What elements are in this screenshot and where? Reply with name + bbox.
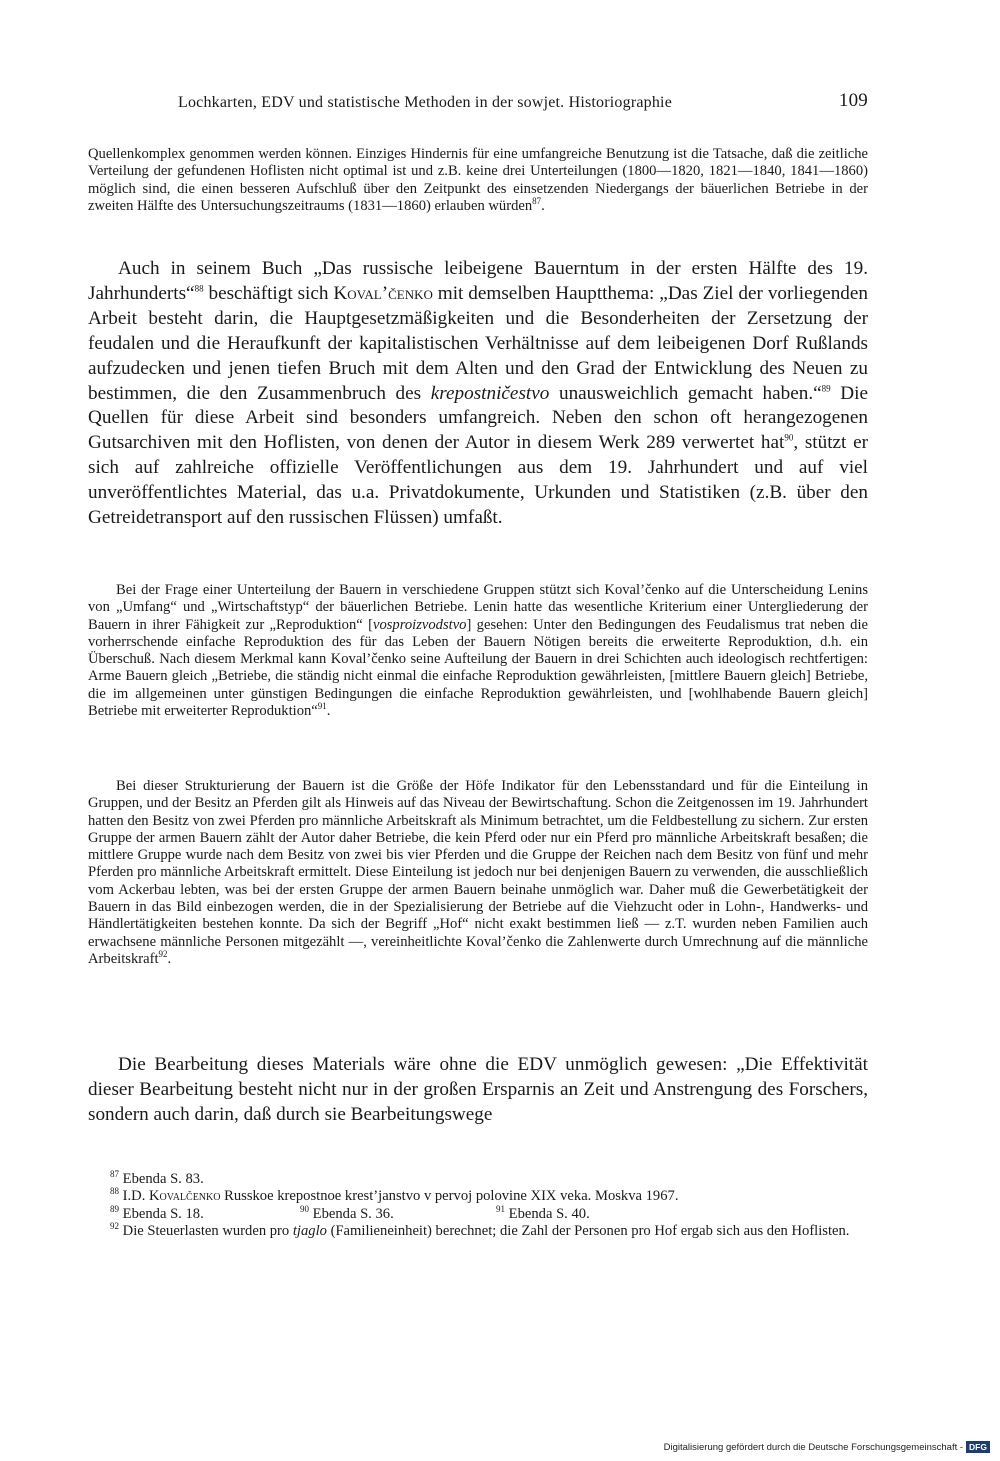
small-paragraph-2 (88, 778, 868, 968)
footnote-90 (300, 1203, 496, 1223)
footnote-89 (110, 1203, 300, 1223)
footnote-87 (88, 1171, 868, 1188)
main-paragraph (88, 257, 868, 531)
footnote-number: 90 (300, 1203, 309, 1214)
small1-text-1: Bei der Frage einer Unterteilung der Bauern in verschiedene Gruppen stützt sich Koval’čenko auf die Unterscheidung Lenins von „Umfang“ und „Wirtschaftstyp“ der bäuerlichen Betriebe. Lenin hatte das wesentliche Kriterium einer Untergliederung der Bauern in ihrer Fähigkeit zur „Reproduktion“ [ (88, 582, 868, 633)
footnote-number: 87 (110, 1169, 119, 1180)
main-text-5: Die Quellen für diese Arbeit sind besonders umfangreich. Neben den schon oft herangezogenen Gutsarchiven mit den Hoflisten, von denen der Autor in diesem Werk 289 verwertet hat (88, 382, 868, 454)
intro-paragraph (88, 146, 868, 215)
footnote-number: 91 (496, 1203, 505, 1214)
small2-end: . (167, 950, 172, 967)
footnote-author: I.D. Kovalčenko (122, 1188, 221, 1205)
digitization-credit (664, 1440, 990, 1454)
footnote-ref-91[interactable]: 91 (317, 701, 327, 712)
term-tjaglo: tjaglo (292, 1223, 327, 1240)
last-text: Die Bearbeitung dieses Materials wäre ohne die EDV unmöglich gewesen: „Die Effektivität dieser Bearbeitung besteht nicht nur in der großen Ersparnis an Zeit und Anstrengung des Forschers, sondern auch darin, daß durch sie Bearbeitungswege (88, 1054, 868, 1125)
term-krepostnicestvo: krepostničestvo (430, 382, 550, 404)
main-text-2: beschäftigt sich (203, 282, 334, 304)
footnote-91 (496, 1203, 590, 1223)
term-vosproizvodstvo: vosproizvodstvo (372, 616, 467, 633)
credit-text: Digitalisierung gefördert durch die Deutsche Forschungsgemeinschaft - (663, 1441, 964, 1453)
main-text-6: , stützt er sich auf zahlreiche offizielle Veröffentlichungen aus dem 19. Jahrhundert und auf viel unveröffentlichtes Material, das u.a. Privatdokumente, Urkunden und Statistiken (z.B. über den Getreidetransport auf den russischen Flüssen) umfaßt. (88, 432, 868, 529)
footnote-text: Ebenda S. 36. (312, 1205, 394, 1222)
footnote-ref-90[interactable]: 90 (784, 432, 794, 443)
footnotes (88, 1171, 868, 1241)
running-title: Lochkarten, EDV und statistische Methoden in der sowjet. Historiographie (178, 94, 673, 111)
footnote-number: 92 (110, 1221, 119, 1232)
footnote-ref-92[interactable]: 92 (158, 949, 168, 960)
main-text-3: mit demselben Hauptthema: „Das Ziel der vorliegenden Arbeit besteht darin, die Hauptgesetzmäßigkeiten und die Besonderheiten der Zersetzung der feudalen und die Heraufkunft der kapitalistischen Verhältnisse auf dem leibeigenen Dorf Rußlands aufzudecken und jenen tiefen Bruch mit dem Alten und den Grad der Entwicklung des Neuen zu bestimmen, die den Zusammenbruch des (88, 282, 868, 404)
author-name: Koval’čenko (333, 282, 433, 304)
footnote-text-end: (Familieneinheit) berechnet; die Zahl der Personen pro Hof ergab sich aus den Hoflisten. (326, 1223, 850, 1240)
footnote-row-89-91 (88, 1203, 868, 1223)
footnote-number: 88 (110, 1186, 119, 1197)
small1-text-2: ] gesehen: Unter den Bedingungen des Feudalismus trat neben die vorherrschende einfache Reproduktion des für das Leben der Bauern Nötigen bereits die erweiterte Reproduktion, d.h. ein Überschuß. Nach diesem Merkmal kann Koval’čenko seine Aufteilung der Bauern in drei Schichten auch ideologisch rechtfertigen: Arme Bauern gleich „Betriebe, die ständig nicht einmal die einfache Reproduktion gewährleisten, [mittlere Bauern gleich] Betriebe, die im allgemeinen unter günstigen Bedingungen die einfache Reproduktion gewährleisten, und [wohlhabende Bauern gleich] Betriebe mit erweiterter Reproduktion“ (88, 616, 868, 720)
page-header (178, 90, 868, 116)
footnote-92 (88, 1223, 868, 1240)
intro-end: . (541, 197, 545, 214)
footnote-text: Ebenda S. 83. (122, 1171, 204, 1187)
small-paragraph-1 (88, 582, 868, 720)
footnote-text: Die Steuerlasten wurden pro (122, 1223, 293, 1240)
dfg-logo: DFG (966, 1441, 990, 1453)
main-text-4: unausweichlich gemacht haben.“ (549, 382, 822, 404)
footnote-ref-88[interactable]: 88 (194, 283, 204, 294)
footnote-text: Ebenda S. 40. (508, 1205, 590, 1222)
small2-text: Bei dieser Strukturierung der Bauern ist die Größe der Höfe Indikator für den Lebensstandard und für die Einteilung in Gruppen, und der Besitz an Pferden gilt als Hinweis auf das Niveau der Bewirtschaftung. Schon die Zeitgenossen im 19. Jahrhundert hatten den Besitz von zwei Pferden pro männliche Arbeitskraft als Minimum betrachtet, um die Feldbestellung zu sichern. Zur ersten Gruppe der armen Bauern zählt der Autor daher Betriebe, die kein Pferd oder nur ein Pferd pro männliche Arbeitskraft besaßen; die mittlere Gruppe wurde nach dem Besitz von zwei bis vier Pferden und die Gruppe der Reichen nach dem Besitz von fünf und mehr Pferden pro männliche Arbeitskraft ermittelt. Diese Einteilung ist jedoch nur bei denjenigen Bauern zu verwenden, die ausschließlich vom Ackerbau lebten, was bei der ersten Gruppe der armen Bauern beinahe unmöglich war. Daher muß die Gewerbetätigkeit der Bauern in das Bild einbezogen werden, die in der Spezialisierung der Betriebe auf die Viehzucht oder in Lohn-, Handwerks- und Händlertätigkeiten bestehen konnte. Da sich der Begriff „Hof“ nicht exakt bestimmen ließ — z.T. wurden neben Familien auch erwachsene männliche Personen mitgezählt —, vereinheitlichte Koval’čenko die Zahlenwerte durch Umrechnung auf die männliche Arbeitskraft (88, 778, 868, 967)
intro-text: Quellenkomplex genommen werden können. Einziges Hindernis für eine umfangreiche Benutzung ist die Tatsache, daß die zeitliche Verteilung der gefundenen Hoflisten nicht optimal ist und z.B. keine drei Unterteilungen (1800—1820, 1821—1840, 1841—1860) möglich sind, die einen besseren Aufschluß über den Zeitpunkt des einsetzenden Niedergangs der bäuerlichen Betriebe in der zweiten Hälfte des Untersuchungszeitraums (1831—1860) erlauben würden (88, 146, 868, 214)
footnote-text: Ebenda S. 18. (122, 1205, 204, 1222)
small1-end: . (326, 703, 331, 720)
footnote-ref-89[interactable]: 89 (821, 383, 831, 394)
last-paragraph (88, 1053, 868, 1128)
main-text-1: Auch in seinem Buch „Das russische leibeigene Bauerntum in der ersten Hälfte des 19. Jahrhunderts“ (88, 258, 868, 304)
footnote-text: Russkoe krepostnoe krest’janstvo v pervoj polovine XIX veka. Moskva 1967. (220, 1188, 679, 1205)
footnote-number: 89 (110, 1203, 119, 1214)
footnote-88 (88, 1188, 868, 1205)
page-number: 109 (838, 90, 868, 111)
footnote-ref-87[interactable]: 87 (532, 196, 542, 207)
